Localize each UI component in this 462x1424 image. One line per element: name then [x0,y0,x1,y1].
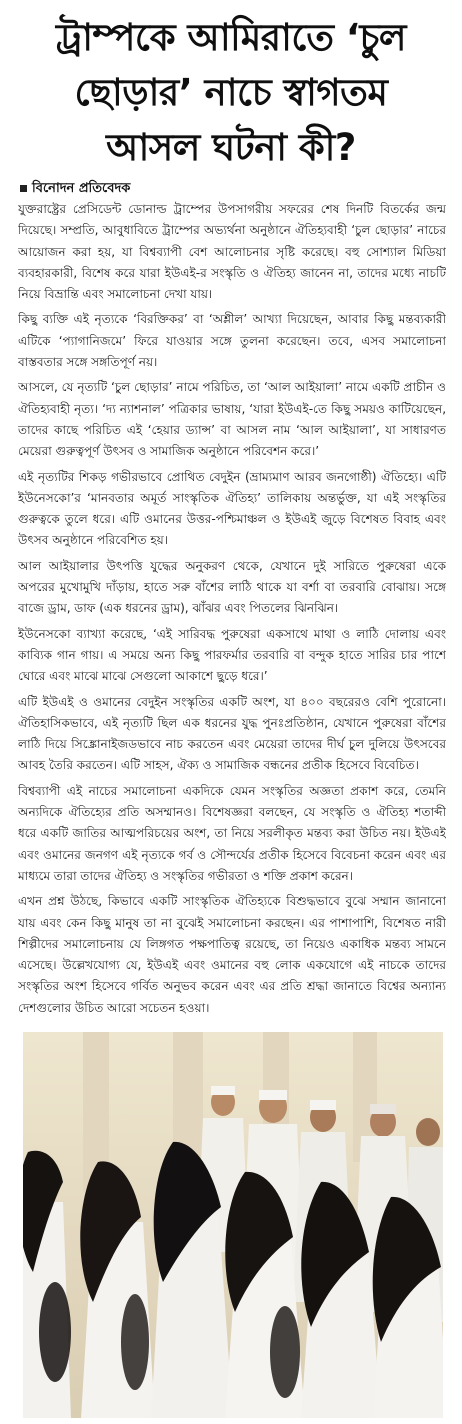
dance-photo [23,1032,443,1418]
paragraph: এটি ইউএই ও ওমানের বেদুইন সংস্কৃতির একটি অংশ, যা ৪০০ বছরেরও বেশি পুরোনো। ঐতিহাসিকভাবে, এই নৃত্যটি ছিল এক ধরনের যুদ্ধ পুনঃপ্রতিষ্ঠান, যেখানে পুরুষেরা বাঁশের লাঠি দিয়ে সিঙ্ক্রোনাইজডভাবে নাচ করতেন এবং মেয়েরা তাদের দীর্ঘ চুল দুলিয়ে উৎসবের আবহ তৈরি করতেন। এটি সাহস, ঐক্য ও সামাজিক বন্ধনের প্রতীক হিসেবে বিবেচিত। [18,694,446,773]
paragraph: কিছু ব্যক্তি এই নৃত্যকে ‘বিরক্তিকর’ বা ‘অশ্লীল’ আখ্যা দিয়েছেন, আবার কিছু মন্তব্যকারী এটিকে ‘প্যাগানিজমে’ ফিরে যাওয়ার সঙ্গে তুলনা করেছেন। তবে, এসব সমালোচনা বাস্তবতার সঙ্গে সঙ্গতিপূর্ণ নয়। [18,312,446,370]
headline-line-3: আসল ঘটনা কী? [106,126,356,169]
headline-line-2: ছোড়ার’ নাচে স্বাগতম [74,71,388,114]
paragraph: আল আইয়ালার উৎপত্তি যুদ্ধের অনুকরণ থেকে, যেখানে দুই সারিতে পুরুষেরা একে অপরের মুখোমুখি দাঁড়ায়, হাতে সরু বাঁশের লাঠি থাকে যা বর্শা বা তরবারি বোঝায়। সঙ্গে বাজে ড্রাম, ডাফ (এক ধরনের ড্রাম), ঝাঁঝর এবং পিতলের ঝিনঝিন। [18,558,446,616]
paragraph: বিশ্বব্যাপী এই নাচের সমালোচনা একদিকে যেমন সংস্কৃতির অজ্ঞতা প্রকাশ করে, তেমনি অন্যদিকে ঐতিহ্যের প্রতি অসম্মানও। বিশেষজ্ঞরা বলছেন, যে সংস্কৃতি ও ঐতিহ্য শতাব্দী ধরে একটি জাতির আত্মপরিচয়ের অংশ, তা নিয়ে সরলীকৃত মন্তব্য করা উচিত নয়। ইউএই এবং ওমানের জনগণ এই নৃত্যকে গর্ব ও সৌন্দর্যের প্রতীক হিসেবে বিবেচনা করেন এবং এর মাধ্যমে তারা তাদের ঐতিহ্য ও সংস্কৃতির গভীরতা ও শক্তি প্রকাশ করেন। [18,783,446,883]
paragraph: ইউনেসকো ব্যাখ্যা করেছে, ‘এই সারিবদ্ধ পুরুষেরা একসাথে মাথা ও লাঠি দোলায় এবং কাব্যিক গান গায়। এ সময়ে অন্য কিছু পারফর্মার তরবারি বা বন্দুক হাতে সারির চার পাশে ঘোরে এবং মাঝে মাঝে সেগুলো আকাশে ছুড়ে ধরে।’ [18,626,446,684]
headline [8,10,454,180]
paragraph: এখন প্রশ্ন উঠছে, কিভাবে একটি সাংস্কৃতিক ঐতিহ্যকে বিশুদ্ধভাবে বুঝে সম্মান জানানো যায় এবং কেন কিছু মানুষ তা না বুঝেই সমালোচনা করছেন। এর পাশাপাশি, বিশেষত নারী শিল্পীদের সমালোচনায় যে লিঙ্গগত পক্ষপাতিত্ব রয়েছে, তা নিয়েও একাধিক মন্তব্য সামনে এসেছে। উল্লেখযোগ্য যে, ইউএই এবং ওমানের বহু লোক একযোগে এই নাচকে তাদের সংস্কৃতির অংশ হিসেবে গর্বিত অনুভব করেন এবং এর প্রতি শ্রদ্ধা জানাতে বিশ্বের অন্যান্য দেশগুলোর উচিত আরো সচেতন হওয়া। [18,894,446,1015]
byline-text: বিনোদন প্রতিবেদক [32,181,131,196]
paragraph: এই নৃত্যটির শিকড় গভীরভাবে প্রোথিত বেদুইন (ভ্রাম্যমাণ আরব জনগোষ্ঠী) ঐতিহ্যে। এটি ইউনেসকো’র ‘মানবতার অমূর্ত সাংস্কৃতিক ঐতিহ্য’ তালিকায় অন্তর্ভুক্ত, যা এই সংস্কৃতির গুরুত্বকে তুলে ধরে। এটি ওমানের উত্তর-পশ্চিমাঞ্চল ও ইউএই জুড়ে বিশেষত বিবাহ এবং উৎসব অনুষ্ঠানে পরিবেশিত হয়। [18,469,446,548]
paragraph: আসলে, যে নৃত্যটি ‘চুল ছোড়ার’ নামে পরিচিত, তা ‘আল আইয়ালা’ নামে একটি প্রাচীন ও ঐতিহ্যবাহী নৃত্য। ‘দ্য ন্যাশনাল’ পত্রিকার ভাষায়, ‘যারা ইউএই-তে কিছু সময়ও কাটিয়েছেন, তাদের কাছে পরিচিত এই ‘হেয়ার ড্যান্স’ বা আসল নাম ‘আল আইয়ালা’, যা সাধারণত মেয়েরা গুরুত্বপূর্ণ উৎসব ও সামাজিক অনুষ্ঠানে পরিবেশন করে।’ [18,380,446,459]
headline-line-1: ট্রাম্পকে আমিরাতে ‘চুল [56,16,406,59]
article-body [18,199,446,1029]
dance-photo-illustration [23,1032,443,1418]
paragraph: যুক্তরাষ্ট্রের প্রেসিডেন্ট ডোনাল্ড ট্রাম্পের উপসাগরীয় সফরের শেষ দিনটি বিতর্কের জন্ম দিয়েছে। সম্প্রতি, আবুধাবিতে ট্রাম্পের অভ্যর্থনা অনুষ্ঠানে ঐতিহ্যবাহী ‘চুল ছোড়ার’ নাচের আয়োজন করা হয়, যা বিশ্বব্যাপী বেশ আলোচনার সৃষ্টি করেছে। বহু সোশ্যাল মিডিয়া ব্যবহারকারী, বিশেষ করে যারা ইউএই-র সংস্কৃতি ও ঐতিহ্য জানেন না, তাদের মধ্যে নাচটি নিয়ে বিভ্রান্তি এবং সমালোচনা দেখা যায়। [18,202,446,302]
byline-square-icon [20,185,27,192]
byline [20,179,130,197]
